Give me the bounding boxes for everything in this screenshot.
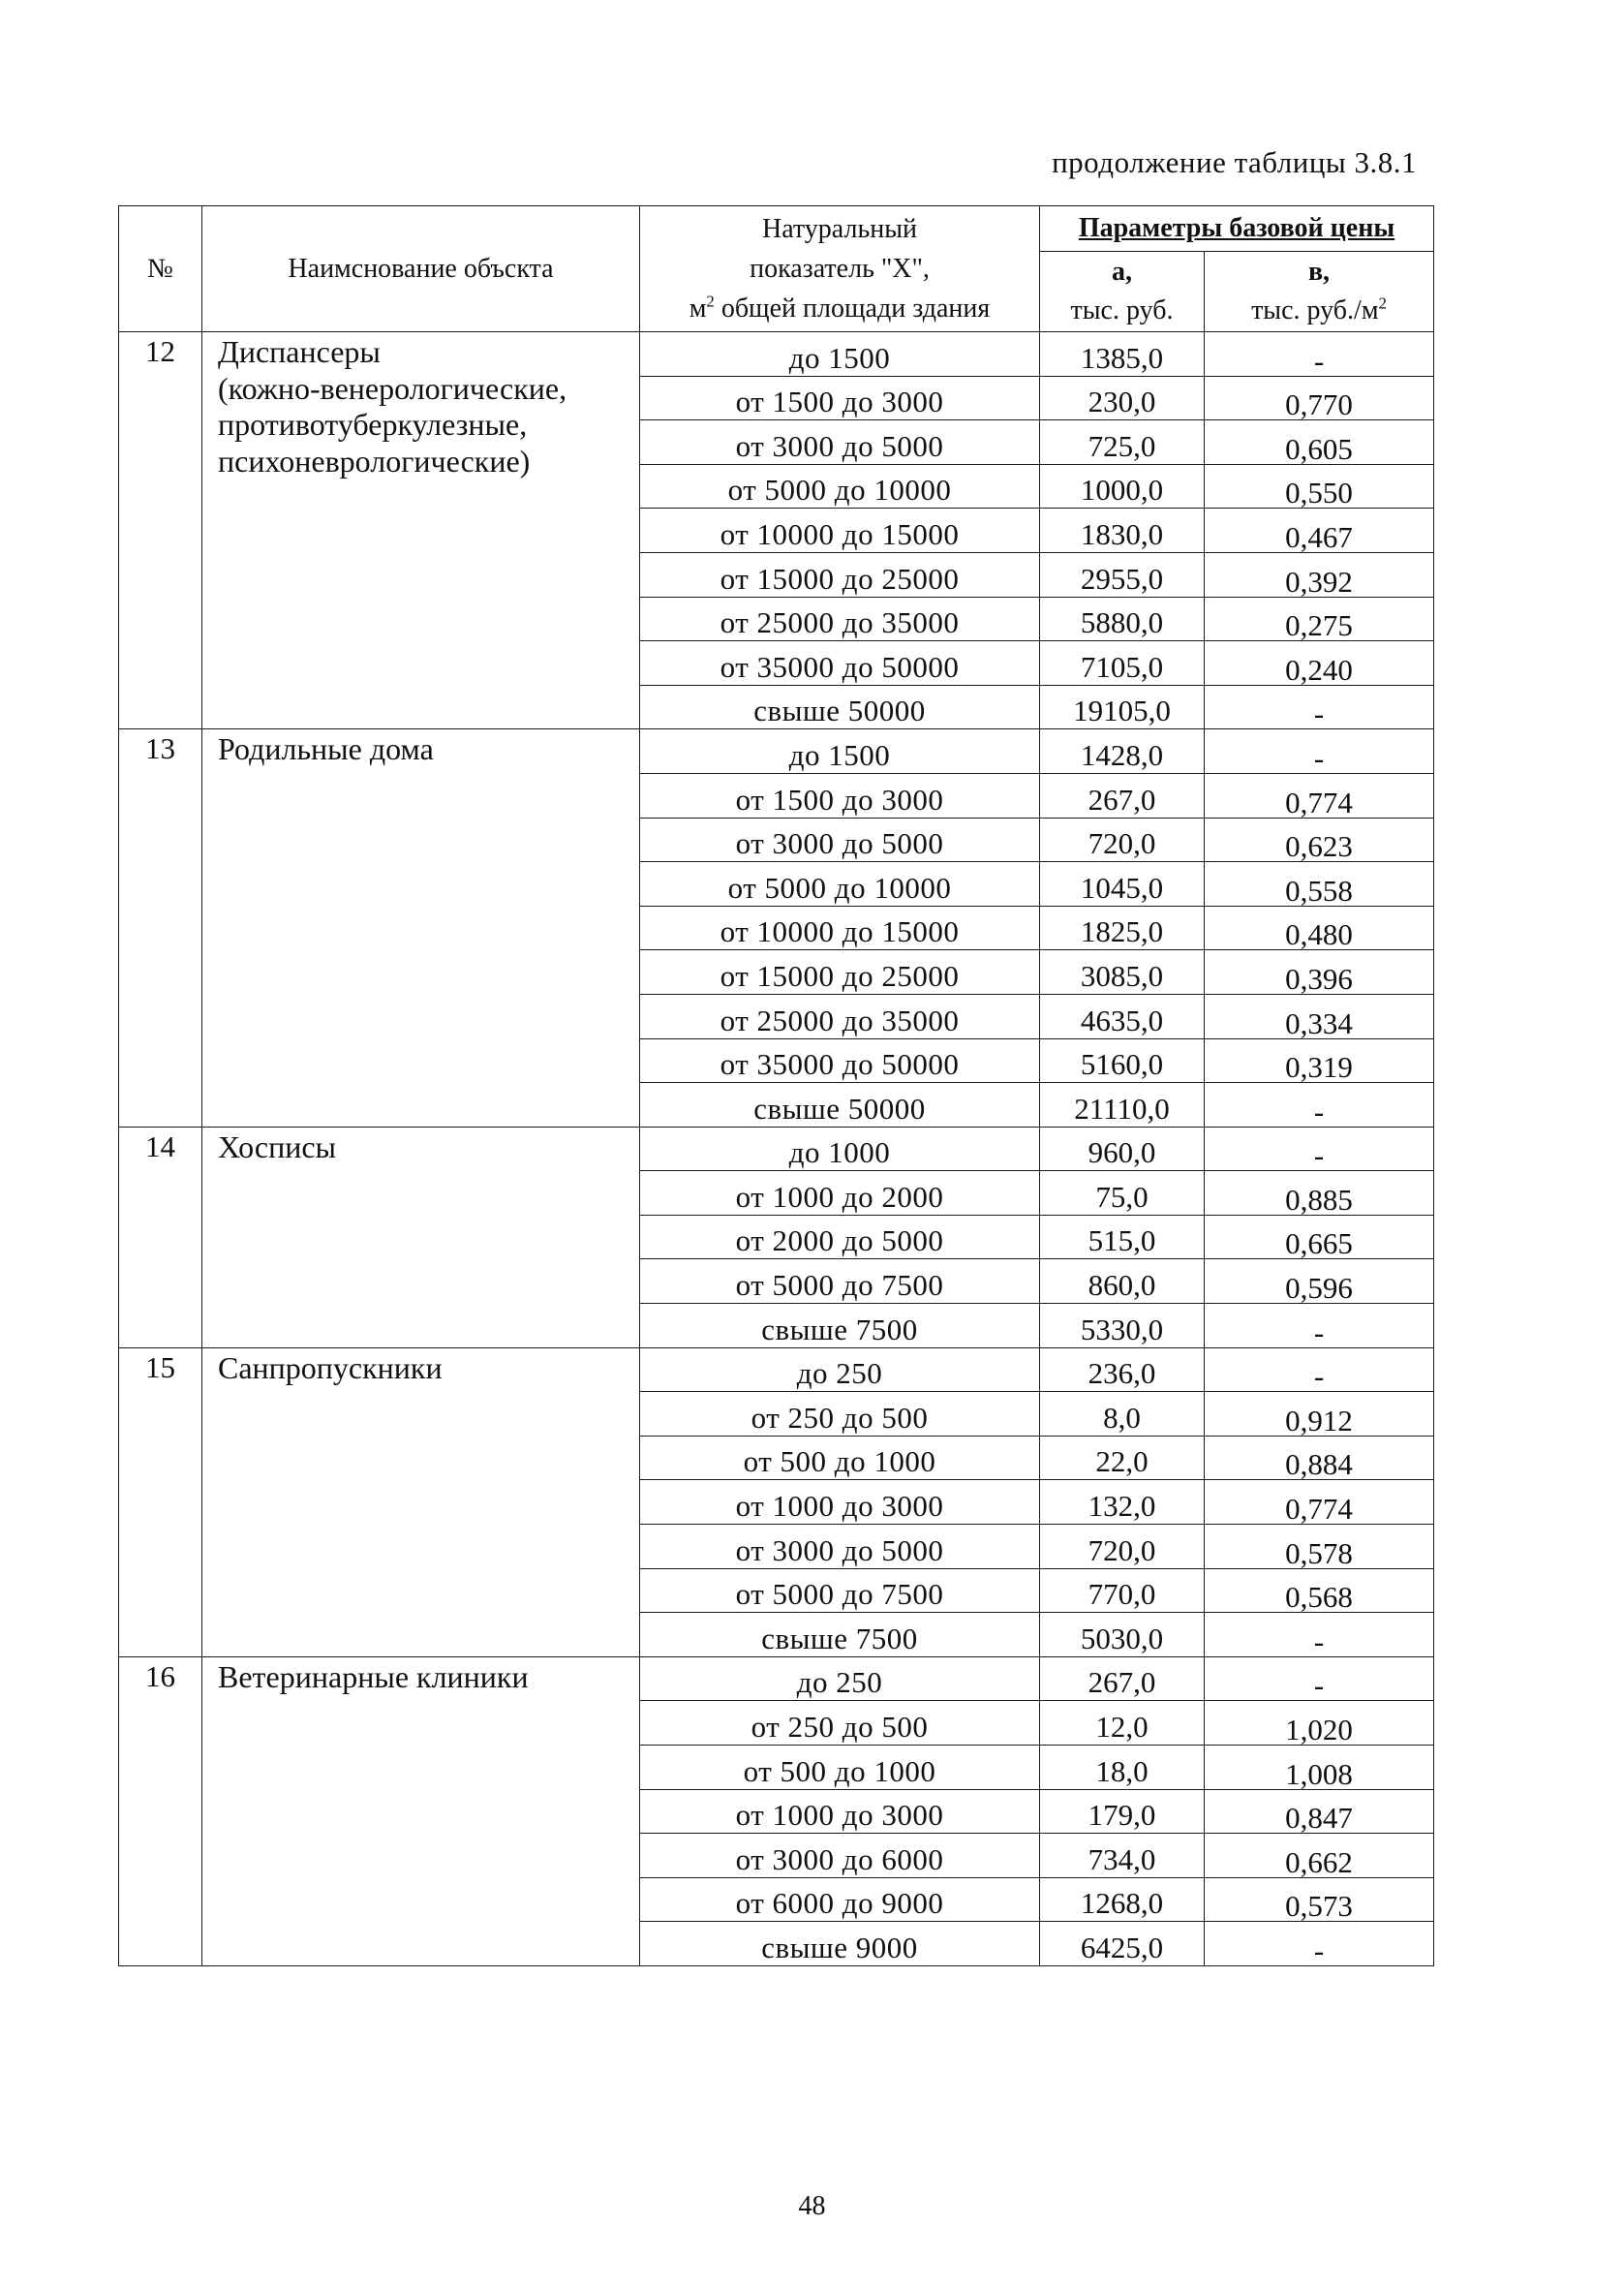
param-b-cell: 0,623 <box>1205 818 1434 862</box>
param-b-cell: 0,884 <box>1205 1436 1434 1480</box>
param-a-cell: 19105,0 <box>1040 685 1205 729</box>
header-natural-indicator <box>640 206 1040 332</box>
param-a-cell: 22,0 <box>1040 1436 1205 1480</box>
param-b-cell: - <box>1205 332 1434 377</box>
param-a-cell: 1045,0 <box>1040 862 1205 907</box>
range-cell: до 1500 <box>640 729 1040 774</box>
param-a-cell: 1825,0 <box>1040 906 1205 950</box>
range-cell: от 25000 до 35000 <box>640 597 1040 641</box>
range-cell: свыше 9000 <box>640 1922 1040 1966</box>
param-b-cell: 0,392 <box>1205 552 1434 597</box>
param-a-cell: 230,0 <box>1040 376 1205 420</box>
object-name-line: Родильные дома <box>218 731 434 767</box>
param-b-cell: - <box>1205 1083 1434 1128</box>
object-name <box>202 1127 640 1347</box>
object-name <box>202 332 640 729</box>
base-price-table <box>118 205 1434 1966</box>
param-b-cell: 0,770 <box>1205 376 1434 420</box>
header-b-unit-line <box>1205 292 1433 330</box>
object-number: 14 <box>119 1127 202 1347</box>
param-b-cell: 0,396 <box>1205 950 1434 995</box>
param-a-cell: 1385,0 <box>1040 332 1205 377</box>
param-b-cell: 0,334 <box>1205 994 1434 1038</box>
param-b-cell: - <box>1205 729 1434 774</box>
header-natural-sup: 2 <box>706 292 715 311</box>
table-row <box>119 1347 1434 1392</box>
param-a-cell: 179,0 <box>1040 1789 1205 1834</box>
header-natural-text: общей площади здания <box>720 294 991 324</box>
object-number: 15 <box>119 1347 202 1656</box>
param-b-cell: - <box>1205 1922 1434 1966</box>
param-b-cell: - <box>1205 1127 1434 1171</box>
range-cell: от 3000 до 5000 <box>640 818 1040 862</box>
header-natural-line3 <box>640 289 1039 328</box>
object-number: 16 <box>119 1656 202 1965</box>
range-cell: от 15000 до 25000 <box>640 950 1040 995</box>
object-number: 13 <box>119 729 202 1127</box>
param-b-cell: 0,467 <box>1205 509 1434 553</box>
param-a-cell: 236,0 <box>1040 1347 1205 1392</box>
param-a-cell: 1268,0 <box>1040 1877 1205 1922</box>
header-b-unit: тыс. руб./м <box>1251 295 1379 325</box>
param-a-cell: 515,0 <box>1040 1215 1205 1259</box>
range-cell: свыше 50000 <box>640 1083 1040 1128</box>
param-b-cell: 0,573 <box>1205 1877 1434 1922</box>
param-b-cell: - <box>1205 1613 1434 1657</box>
range-cell: от 3000 до 5000 <box>640 1525 1040 1569</box>
range-cell: от 1000 до 3000 <box>640 1789 1040 1834</box>
range-cell: от 2000 до 5000 <box>640 1215 1040 1259</box>
range-cell: от 3000 до 5000 <box>640 420 1040 465</box>
range-cell: от 35000 до 50000 <box>640 641 1040 686</box>
object-name-line: Хосписы <box>218 1128 337 1164</box>
param-a-cell: 4635,0 <box>1040 994 1205 1038</box>
param-b-cell: 0,480 <box>1205 906 1434 950</box>
param-b-cell: 0,774 <box>1205 1480 1434 1525</box>
object-name-line: Санпропускники <box>218 1349 443 1385</box>
range-cell: от 10000 до 15000 <box>640 509 1040 553</box>
param-a-cell: 267,0 <box>1040 773 1205 818</box>
range-cell: от 1500 до 3000 <box>640 773 1040 818</box>
header-natural-unit: м <box>689 294 707 324</box>
param-b-cell: 0,550 <box>1205 464 1434 509</box>
table-row <box>119 332 1434 377</box>
param-a-cell: 5330,0 <box>1040 1304 1205 1348</box>
param-a-cell: 18,0 <box>1040 1746 1205 1790</box>
object-name-line: Ветеринарные клиники <box>218 1658 529 1694</box>
param-b-cell: 0,275 <box>1205 597 1434 641</box>
table-continuation-caption: продолжение таблицы 3.8.1 <box>1052 145 1417 179</box>
range-cell: от 6000 до 9000 <box>640 1877 1040 1922</box>
object-name-line: Диспансеры <box>218 334 381 369</box>
range-cell: от 15000 до 25000 <box>640 552 1040 597</box>
range-cell: от 5000 до 10000 <box>640 862 1040 907</box>
param-b-cell: 0,596 <box>1205 1259 1434 1304</box>
range-cell: от 250 до 500 <box>640 1392 1040 1437</box>
param-a-cell: 132,0 <box>1040 1480 1205 1525</box>
object-name <box>202 1656 640 1965</box>
param-a-cell: 2955,0 <box>1040 552 1205 597</box>
table-header <box>119 206 1434 332</box>
param-a-cell: 1428,0 <box>1040 729 1205 774</box>
param-a-cell: 5880,0 <box>1040 597 1205 641</box>
range-cell: от 250 до 500 <box>640 1701 1040 1746</box>
param-a-cell: 770,0 <box>1040 1568 1205 1613</box>
table-body <box>119 332 1434 1966</box>
param-b-cell: 0,605 <box>1205 420 1434 465</box>
param-b-cell: 0,912 <box>1205 1392 1434 1437</box>
range-cell: от 1500 до 3000 <box>640 376 1040 420</box>
param-a-cell: 8,0 <box>1040 1392 1205 1437</box>
table-row <box>119 729 1434 774</box>
param-b-cell: 0,568 <box>1205 1568 1434 1613</box>
object-number: 12 <box>119 332 202 729</box>
range-cell: от 5000 до 7500 <box>640 1259 1040 1304</box>
range-cell: свыше 7500 <box>640 1304 1040 1348</box>
param-b-cell: 0,319 <box>1205 1038 1434 1083</box>
header-natural-line2: показатель "X", <box>750 254 930 284</box>
header-natural-line1: Натуральный <box>762 214 917 244</box>
header-b-sup: 2 <box>1378 294 1387 313</box>
table-row <box>119 1127 1434 1171</box>
header-object-name: Наимснование объскта <box>202 206 640 332</box>
object-name <box>202 729 640 1127</box>
range-cell: от 500 до 1000 <box>640 1746 1040 1790</box>
range-cell: до 1500 <box>640 332 1040 377</box>
param-a-cell: 6425,0 <box>1040 1922 1205 1966</box>
param-a-cell: 21110,0 <box>1040 1083 1205 1128</box>
param-b-cell: 1,020 <box>1205 1701 1434 1746</box>
table-row <box>119 1656 1434 1701</box>
param-a-cell: 725,0 <box>1040 420 1205 465</box>
param-b-cell: 0,774 <box>1205 773 1434 818</box>
param-a-cell: 3085,0 <box>1040 950 1205 995</box>
range-cell: от 10000 до 15000 <box>640 906 1040 950</box>
param-b-cell: 0,240 <box>1205 641 1434 686</box>
range-cell: от 35000 до 50000 <box>640 1038 1040 1083</box>
param-b-cell: 0,847 <box>1205 1789 1434 1834</box>
range-cell: от 1000 до 2000 <box>640 1171 1040 1216</box>
range-cell: до 1000 <box>640 1127 1040 1171</box>
range-cell: свыше 7500 <box>640 1613 1040 1657</box>
range-cell: от 25000 до 35000 <box>640 994 1040 1038</box>
range-cell: от 3000 до 6000 <box>640 1834 1040 1878</box>
range-cell: от 5000 до 7500 <box>640 1568 1040 1613</box>
object-name <box>202 1347 640 1656</box>
param-b-cell: - <box>1205 1656 1434 1701</box>
param-b-cell: 1,008 <box>1205 1746 1434 1790</box>
header-a-unit: тыс. руб. <box>1070 295 1174 325</box>
param-b-cell: 0,578 <box>1205 1525 1434 1569</box>
param-a-cell: 720,0 <box>1040 1525 1205 1569</box>
header-num: № <box>119 206 202 332</box>
object-name-line: (кожно-венерологические, <box>218 370 567 406</box>
header-param-b <box>1205 252 1434 332</box>
param-b-cell: 0,558 <box>1205 862 1434 907</box>
param-a-cell: 720,0 <box>1040 818 1205 862</box>
param-b-cell: 0,665 <box>1205 1215 1434 1259</box>
param-a-cell: 75,0 <box>1040 1171 1205 1216</box>
range-cell: до 250 <box>640 1347 1040 1392</box>
param-a-cell: 860,0 <box>1040 1259 1205 1304</box>
param-b-cell: 0,885 <box>1205 1171 1434 1216</box>
param-b-cell: - <box>1205 685 1434 729</box>
range-cell: до 250 <box>640 1656 1040 1701</box>
param-a-cell: 5160,0 <box>1040 1038 1205 1083</box>
range-cell: от 1000 до 3000 <box>640 1480 1040 1525</box>
param-b-cell: - <box>1205 1347 1434 1392</box>
header-b-label: в, <box>1307 257 1331 287</box>
header-a-label: а, <box>1112 257 1132 287</box>
param-a-cell: 1830,0 <box>1040 509 1205 553</box>
object-name-line: противотуберкулезные, <box>218 407 528 443</box>
range-cell: от 5000 до 10000 <box>640 464 1040 509</box>
param-a-cell: 734,0 <box>1040 1834 1205 1878</box>
range-cell: от 500 до 1000 <box>640 1436 1040 1480</box>
param-a-cell: 960,0 <box>1040 1127 1205 1171</box>
header-param-a <box>1040 252 1205 332</box>
param-a-cell: 12,0 <box>1040 1701 1205 1746</box>
page-number: 48 <box>798 2191 826 2221</box>
header-price-params: Параметры базовой цены <box>1040 206 1434 252</box>
range-cell: свыше 50000 <box>640 685 1040 729</box>
param-b-cell: - <box>1205 1304 1434 1348</box>
param-a-cell: 5030,0 <box>1040 1613 1205 1657</box>
param-a-cell: 267,0 <box>1040 1656 1205 1701</box>
param-a-cell: 1000,0 <box>1040 464 1205 509</box>
param-b-cell: 0,662 <box>1205 1834 1434 1878</box>
object-name-line: психоневрологические) <box>218 443 531 479</box>
param-a-cell: 7105,0 <box>1040 641 1205 686</box>
